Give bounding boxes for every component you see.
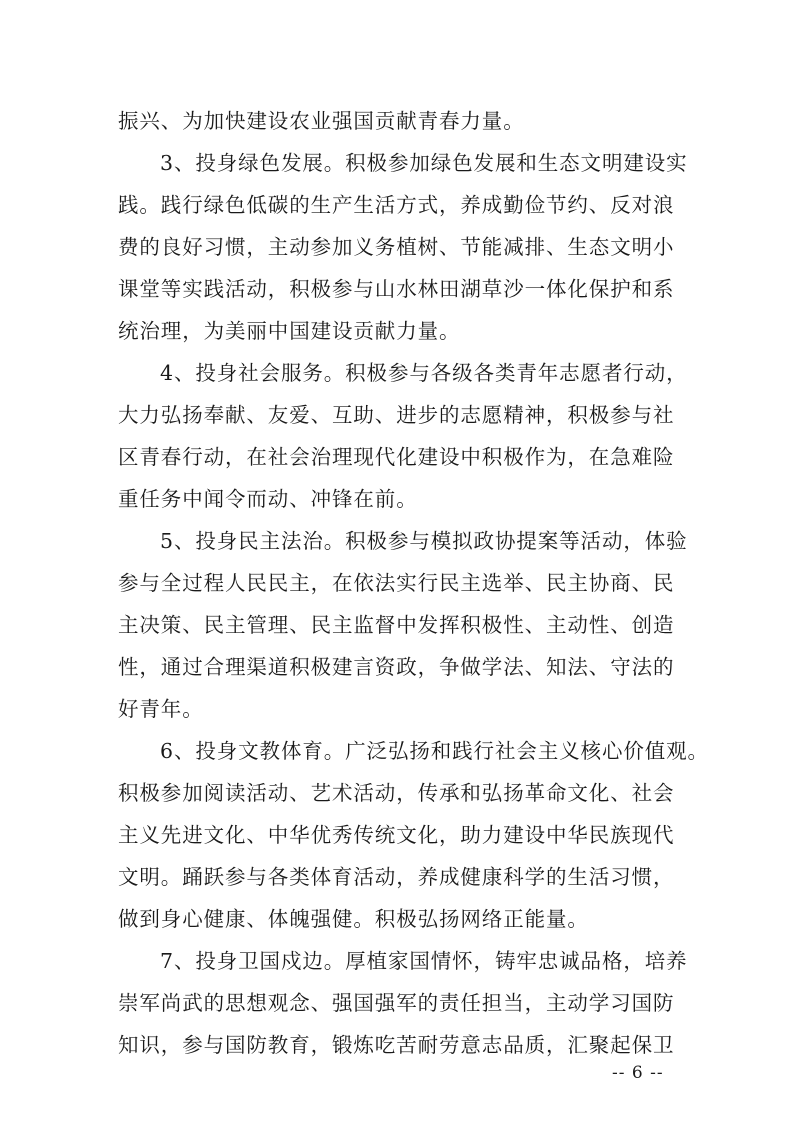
- paragraph-item-5-heading: 5、投身民主法治。积极参与模拟政协提案等活动，体验: [160, 529, 688, 553]
- text-line: 践。践行绿色低碳的生产生活方式，养成勤俭节约、反对浪: [118, 193, 675, 217]
- text-line: 积极参加阅读活动、艺术活动，传承和弘扬革命文化、社会: [118, 781, 675, 805]
- text-line: 区青春行动，在社会治理现代化建设中积极作为，在急难险: [118, 445, 675, 469]
- text-line: 大力弘扬奉献、友爱、互助、进步的志愿精神，积极参与社: [118, 403, 675, 427]
- text-line: 做到身心健康、体魄强健。积极弘扬网络正能量。: [118, 907, 589, 931]
- text-line: 振兴、为加快建设农业强国贡献青春力量。: [118, 109, 525, 133]
- text-line: 费的良好习惯，主动参加义务植树、节能减排、生态文明小: [118, 235, 675, 259]
- text-line: 重任务中闻令而动、冲锋在前。: [118, 487, 418, 511]
- paragraph-item-3-heading: 3、投身绿色发展。积极参加绿色发展和生态文明建设实: [160, 151, 688, 175]
- text-line: 课堂等实践活动，积极参与山水林田湖草沙一体化保护和系: [118, 277, 675, 301]
- text-line: 知识，参与国防教育，锻炼吃苦耐劳意志品质，汇聚起保卫: [118, 1033, 675, 1057]
- page-number: -- 6 --: [612, 1063, 664, 1083]
- text-line: 性，通过合理渠道积极建言资政，争做学法、知法、守法的: [118, 655, 675, 679]
- text-line: 主义先进文化、中华优秀传统文化，助力建设中华民族现代: [118, 823, 675, 847]
- paragraph-item-4-heading: 4、投身社会服务。积极参与各级各类青年志愿者行动，: [160, 361, 688, 385]
- paragraph-item-6-heading: 6、投身文教体育。广泛弘扬和践行社会主义核心价值观。: [160, 739, 709, 763]
- text-line: 参与全过程人民民主，在依法实行民主选举、民主协商、民: [118, 571, 675, 595]
- text-line: 统治理，为美丽中国建设贡献力量。: [118, 319, 461, 343]
- paragraph-item-7-heading: 7、投身卫国戍边。厚植家国情怀，铸牢忠诚品格，培养: [160, 949, 688, 973]
- text-line: 好青年。: [118, 697, 204, 721]
- text-line: 文明。踊跃参与各类体育活动，养成健康科学的生活习惯，: [118, 865, 675, 889]
- text-line: 主决策、民主管理、民主监督中发挥积极性、主动性、创造: [118, 613, 675, 637]
- text-line: 崇军尚武的思想观念、强国强军的责任担当，主动学习国防: [118, 991, 675, 1015]
